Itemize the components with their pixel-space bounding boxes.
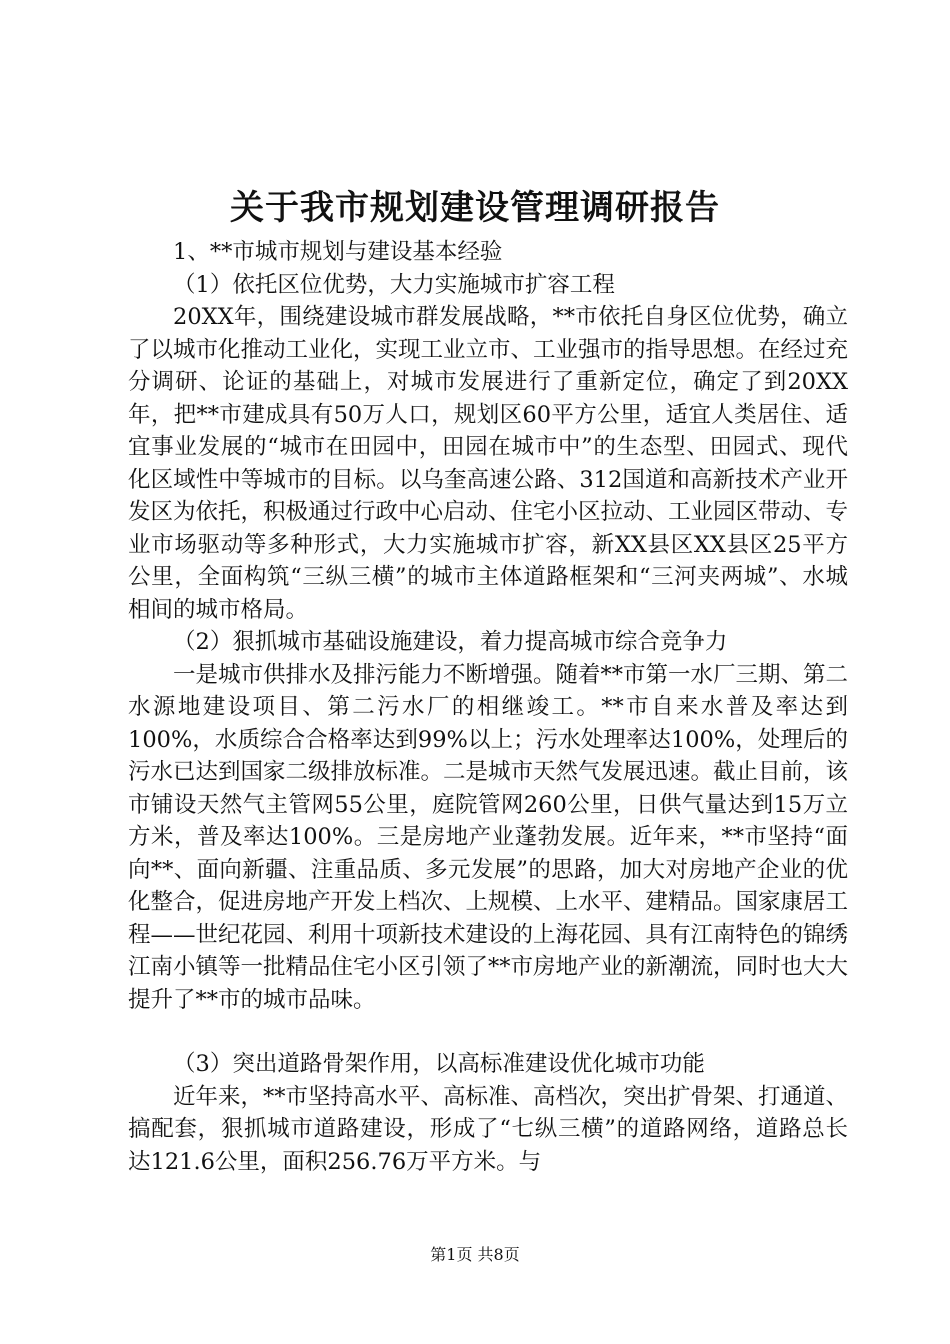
subsection-heading-1: （1）依托区位优势，大力实施城市扩容工程	[173, 271, 615, 298]
subsection-heading-3: （3）突出道路骨架作用，以高标准建设优化城市功能	[173, 1051, 705, 1077]
page-number-footer: 第1页 共8页	[430, 1245, 520, 1264]
paragraph-2: 一是城市供排水及排污能力不断增强。随着**市第一水厂三期、第二水源地建设项目、第二污水厂的相继竣工。**市自来水普及率达到100%，水质综合合格率达到99%以上；污水处理率达100%，处理后的污水已达到国家二级排放标准。二是城市天然气发展迅速。截止目前，该市铺设天然气主管网55公里，庭院管网260公里，日供气量达到15万立方米，普及率达100%。三是房地产业蓬勃发展。近年来，**市坚持“面向**、面向新疆、注重品质、多元发展”的思路，加大对房地产企业的优化整合，促进房地产开发上档次、上规模、上水平、建精品。国家康居工程——世纪花园、利用十项新技术建设的上海花园、具有江南特色的锦绣江南小镇等一批精品住宅小区引领了**市房地产业的新潮流，同时也大大提升了**市的城市品味。	[128, 661, 849, 1013]
paragraph-3: 近年来，**市坚持高水平、高标准、高档次，突出扩骨架、打通道、搞配套，狠抓城市道路建设，形成了“七纵三横”的道路网络，道路总长达121.6公里，面积256.76万平方米。与	[128, 1083, 849, 1175]
section-heading-1: 1、**市城市规划与建设基本经验	[173, 239, 503, 265]
document-title: 关于我市规划建设管理调研报告	[230, 188, 720, 228]
paragraph-1: 20XX年，围绕建设城市群发展战略，**市依托自身区位优势，确立了以城市化推动工业化，实现工业立市、工业强市的指导思想。在经过充分调研、论证的基础上，对城市发展进行了重新定位，确定了到20XX年，把**市建成具有50万人口，规划区60平方公里，适宜人类居住、适宜事业发展的“城市在田园中，田园在城市中”的生态型、田园式、现代化区域性中等城市的目标。以乌奎高速公路、312国道和高新技术产业开发区为依托，积极通过行政中心启动、住宅小区拉动、工业园区带动、专业市场驱动等多种形式，大力实施城市扩容，新XX县区XX县区25平方公里，全面构筑“三纵三横”的城市主体道路框架和“三河夹两城”、水城相间的城市格局。	[128, 304, 849, 623]
subsection-heading-2: （2）狠抓城市基础设施建设，着力提高城市综合竞争力	[173, 629, 728, 655]
document-body	[128, 236, 848, 1178]
